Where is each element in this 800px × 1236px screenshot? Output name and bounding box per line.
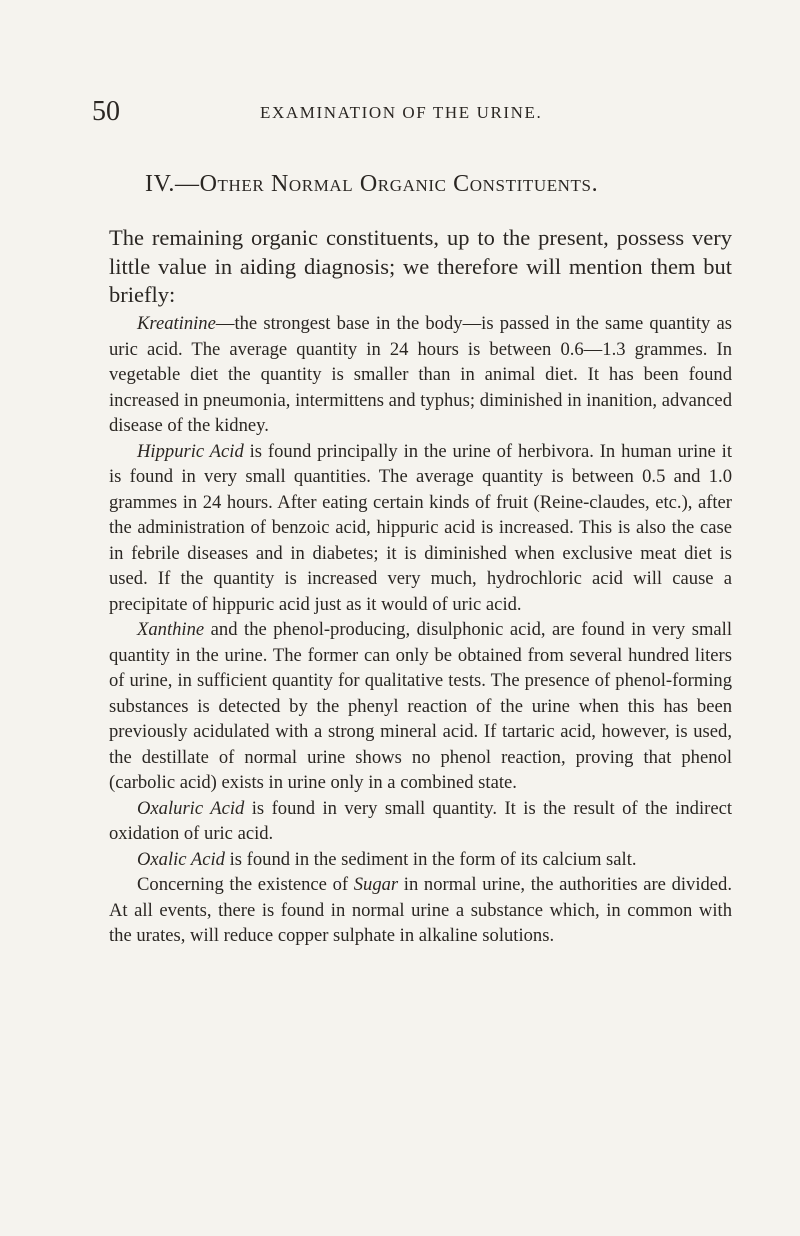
intro-paragraph: [109, 224, 732, 310]
paragraph-prefix: Concerning the existence of: [137, 874, 354, 895]
paragraph-text: is found in very small quantity. It is the result of the indirect oxidation of uric acid.: [109, 797, 732, 844]
term-hippuric-acid: Hippuric Acid: [137, 440, 244, 462]
term-oxalic-acid: Oxalic Acid: [137, 848, 225, 870]
paragraph-oxaluric-acid: [109, 796, 732, 847]
paragraph-sugar: [109, 872, 732, 949]
paragraph-xanthine: [109, 617, 732, 796]
term-kreatinine: Kreatinine: [137, 313, 216, 334]
running-title: EXAMINATION OF THE URINE.: [260, 103, 543, 122]
paragraph-hippuric-acid: [109, 439, 732, 618]
paragraph-text: in normal urine, the authorities are divided. At all events, there is found in normal urine a substance which, in common with the urates, will reduce copper sulphate in alkaline solutions.: [109, 874, 732, 946]
paragraph-text: and the phenol-producing, disulphonic acid, are found in very small quantity in the urine. The former can only be obtained from several hundred liters of urine, in sufficient quantity for qualitative tests. The presence of phenol-forming substances is detected by the phenyl reaction of the urine when this has been previously acidulated with a strong mineral acid. If tartaric acid, however, is used, the destillate of normal urine shows no phenol reaction, proving that phenol (carbolic acid) exists in urine only in a combined state.: [109, 619, 732, 793]
paragraph-text: is found in the sediment in the form of its calcium salt.: [224, 848, 637, 870]
paragraph-text: is found principally in the urine of herbivora. In human urine it is found in very small quantities. The average quantity is between 0.5 and 1.0 grammes in 24 hours. After eating certain kinds of fruit (Reine-claudes, etc.), after the administration of benzoic acid, hippuric acid is increased. This is also the case in febrile diseases and in diabetes; it is diminished when exclusive meat diet is used. If the quantity is increased very much, hydrochloric acid will cause a precipitate of hippuric acid just as it would of uric acid.: [109, 440, 732, 615]
running-head: [92, 97, 732, 127]
page-number: 50: [92, 96, 120, 127]
term-oxaluric-acid: Oxaluric Acid: [137, 797, 245, 819]
intro-text: The remaining organic constituents, up to the present, possess very little value in aiding diagnosis; we therefore will mention them but briefly:: [109, 225, 732, 307]
paragraph-oxalic-acid: [109, 847, 732, 873]
term-sugar: Sugar: [353, 874, 399, 895]
paragraph-kreatinine: [109, 311, 732, 439]
section-heading: IV.—Other Normal Organic Constituents.: [145, 171, 599, 197]
term-xanthine: Xanthine: [137, 619, 205, 640]
paragraph-text: —the strongest base in the body—is passed in the same quantity as uric acid. The average quantity in 24 hours is between 0.6—1.3 grammes. In vegetable diet the quantity is smaller than in animal diet. It has been found increased in pneumonia, intermittens and typhus; diminished in inanition, advanced disease of the kidney.: [109, 313, 732, 436]
body-text: [109, 311, 732, 949]
